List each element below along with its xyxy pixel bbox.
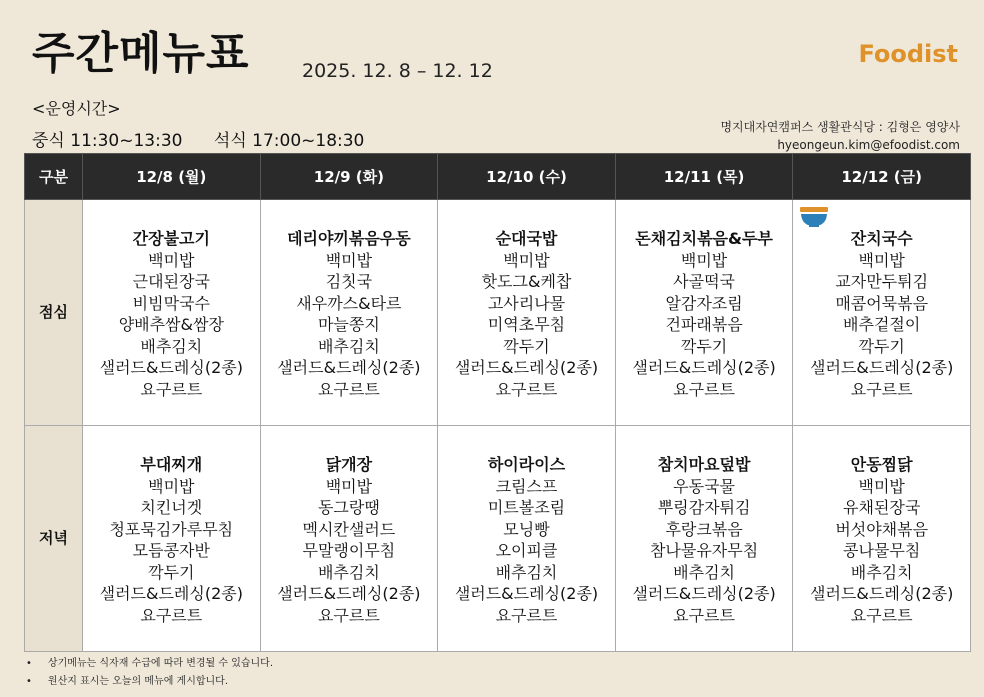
side-dish: 깍두기 bbox=[858, 336, 905, 356]
side-dish: 유채된장국 bbox=[843, 498, 921, 517]
side-dish: 요구르트 bbox=[495, 605, 558, 625]
main-dish: 데리야끼볶음우동 bbox=[287, 229, 411, 248]
menu-cell bbox=[438, 426, 616, 652]
side-dish: 샐러드&드레싱(2종) bbox=[810, 584, 954, 603]
side-dish: 백미밥 bbox=[148, 250, 195, 270]
side-dish: 건파래볶음 bbox=[665, 315, 743, 334]
side-dish: 샐러드&드레싱(2종) bbox=[99, 358, 243, 377]
dinner-hours: 석식 17:00~18:30 bbox=[213, 131, 365, 151]
side-dish: 마늘쫑지 bbox=[317, 315, 380, 334]
side-dish: 동그랑땡 bbox=[317, 498, 380, 517]
side-dish: 샐러드&드레싱(2종) bbox=[99, 584, 243, 603]
cafeteria-info bbox=[720, 118, 960, 154]
meal-label: 저녁 bbox=[25, 426, 83, 652]
side-dish: 백미밥 bbox=[325, 250, 373, 270]
menu-cell bbox=[438, 200, 616, 426]
menu-cell bbox=[615, 426, 793, 652]
main-dish: 순대국밥 bbox=[495, 229, 558, 248]
noodle-bowl-icon bbox=[799, 206, 829, 228]
side-dish: 샐러드&드레싱(2종) bbox=[632, 584, 776, 603]
side-dish: 요구르트 bbox=[140, 379, 203, 399]
side-dish: 우동국물 bbox=[673, 476, 735, 496]
side-dish: 배추김치 bbox=[317, 562, 380, 582]
footnote: • 상기메뉴는 식자재 수급에 따라 변경될 수 있습니다. bbox=[30, 655, 273, 673]
main-dish: 닭개장 bbox=[325, 455, 373, 474]
main-dish: 돈채김치볶음&두부 bbox=[635, 229, 773, 248]
side-dish: 배추김치 bbox=[673, 562, 735, 582]
side-dish: 배추겉절이 bbox=[843, 315, 921, 334]
side-dish: 새우까스&타르 bbox=[296, 293, 402, 313]
side-dish: 김칫국 bbox=[325, 272, 373, 291]
side-dish: 깍두기 bbox=[680, 336, 728, 356]
menu-cell bbox=[83, 200, 261, 426]
side-dish: 배추김치 bbox=[140, 336, 203, 356]
side-dish: 백미밥 bbox=[680, 250, 728, 270]
menu-cell bbox=[83, 426, 261, 652]
side-dish: 멕시칸샐러드 bbox=[302, 519, 396, 539]
side-dish: 핫도그&케찹 bbox=[481, 272, 572, 291]
side-dish: 요구르트 bbox=[673, 379, 735, 399]
side-dish: 샐러드&드레싱(2종) bbox=[454, 358, 599, 377]
side-dish: 배추김치 bbox=[850, 562, 913, 582]
side-dish: 요구르트 bbox=[495, 379, 558, 399]
side-dish: 요구르트 bbox=[850, 605, 913, 625]
side-dish: 깍두기 bbox=[148, 562, 195, 582]
main-dish: 안동찜닭 bbox=[850, 455, 913, 474]
side-dish: 백미밥 bbox=[148, 476, 195, 496]
corner-header: 구분 bbox=[25, 154, 83, 200]
day-header: 12/11 (목) bbox=[615, 154, 793, 200]
day-header: 12/10 (수) bbox=[438, 154, 616, 200]
side-dish: 샐러드&드레싱(2종) bbox=[454, 584, 599, 603]
cafeteria-name: 명지대자연캠퍼스 생활관식당 : 김형은 영양사 bbox=[720, 120, 960, 134]
side-dish: 교자만두튀김 bbox=[835, 272, 929, 291]
side-dish: 모듬콩자반 bbox=[132, 541, 210, 560]
side-dish: 요구르트 bbox=[317, 605, 380, 625]
side-dish: 사골떡국 bbox=[673, 272, 735, 291]
side-dish: 요구르트 bbox=[850, 379, 913, 399]
menu-cell bbox=[615, 200, 793, 426]
side-dish: 양배추쌈&쌈장 bbox=[118, 315, 224, 334]
side-dish: 근대된장국 bbox=[132, 272, 210, 291]
side-dish: 고사리나물 bbox=[487, 293, 566, 313]
side-dish: 버섯야채볶음 bbox=[835, 519, 929, 539]
side-dish: 후랑크볶음 bbox=[665, 519, 743, 539]
side-dish: 콩나물무침 bbox=[843, 541, 921, 560]
side-dish: 백미밥 bbox=[325, 476, 373, 496]
day-header: 12/9 (화) bbox=[260, 154, 438, 200]
side-dish: 무말랭이무침 bbox=[302, 541, 396, 560]
meal-row bbox=[25, 200, 971, 426]
main-dish: 하이라이스 bbox=[487, 455, 566, 474]
foodist-logo: Foodist bbox=[858, 40, 958, 68]
side-dish: 치킨너겟 bbox=[140, 498, 203, 517]
meal-row bbox=[25, 426, 971, 652]
side-dish: 비빔막국수 bbox=[132, 293, 210, 313]
operating-hours bbox=[32, 126, 390, 151]
side-dish: 배추김치 bbox=[317, 336, 380, 356]
side-dish: 참나물유자무침 bbox=[649, 541, 759, 560]
side-dish: 샐러드&드레싱(2종) bbox=[277, 358, 421, 377]
menu-cell bbox=[260, 200, 438, 426]
menu-cell bbox=[260, 426, 438, 652]
page-title: 주간메뉴표 bbox=[32, 28, 250, 79]
side-dish: 미역초무침 bbox=[487, 315, 566, 334]
main-dish: 참치마요덮밥 bbox=[657, 455, 751, 474]
side-dish: 매콤어묵볶음 bbox=[835, 293, 929, 313]
side-dish: 백미밥 bbox=[858, 250, 905, 270]
footnote: • 원산지 표시는 오늘의 메뉴에 게시합니다. bbox=[30, 673, 273, 691]
main-dish: 잔치국수 bbox=[850, 229, 913, 248]
side-dish: 알감자조림 bbox=[665, 293, 743, 313]
side-dish: 샐러드&드레싱(2종) bbox=[810, 358, 954, 377]
menu-cell bbox=[793, 426, 971, 652]
side-dish: 배추김치 bbox=[495, 562, 558, 582]
table-header-row bbox=[25, 154, 971, 200]
main-dish: 부대찌개 bbox=[140, 455, 203, 474]
hours-label: <운영시간> bbox=[32, 99, 121, 118]
side-dish: 요구르트 bbox=[673, 605, 735, 625]
side-dish: 모닝빵 bbox=[503, 519, 550, 539]
weekly-menu-table bbox=[24, 153, 971, 652]
side-dish: 미트볼조림 bbox=[487, 498, 566, 517]
side-dish: 깍두기 bbox=[503, 336, 550, 356]
side-dish: 요구르트 bbox=[140, 605, 203, 625]
contact-email: hyeongeun.kim@efoodist.com bbox=[777, 138, 960, 152]
footnotes bbox=[30, 655, 273, 691]
side-dish: 오이피클 bbox=[495, 541, 558, 560]
day-header: 12/12 (금) bbox=[793, 154, 971, 200]
day-header: 12/8 (월) bbox=[83, 154, 261, 200]
lunch-hours: 중식 11:30~13:30 bbox=[32, 131, 183, 151]
side-dish: 샐러드&드레싱(2종) bbox=[632, 358, 776, 377]
main-dish: 간장불고기 bbox=[132, 229, 210, 248]
side-dish: 뿌링감자튀김 bbox=[657, 498, 751, 517]
side-dish: 백미밥 bbox=[503, 250, 550, 270]
side-dish: 청포묵김가루무침 bbox=[109, 519, 234, 539]
side-dish: 백미밥 bbox=[858, 476, 905, 496]
side-dish: 요구르트 bbox=[317, 379, 380, 399]
side-dish: 크림스프 bbox=[495, 476, 558, 496]
menu-cell bbox=[793, 200, 971, 426]
side-dish: 샐러드&드레싱(2종) bbox=[277, 584, 421, 603]
date-range: 2025. 12. 8 – 12. 12 bbox=[302, 60, 493, 82]
meal-label: 점심 bbox=[25, 200, 83, 426]
